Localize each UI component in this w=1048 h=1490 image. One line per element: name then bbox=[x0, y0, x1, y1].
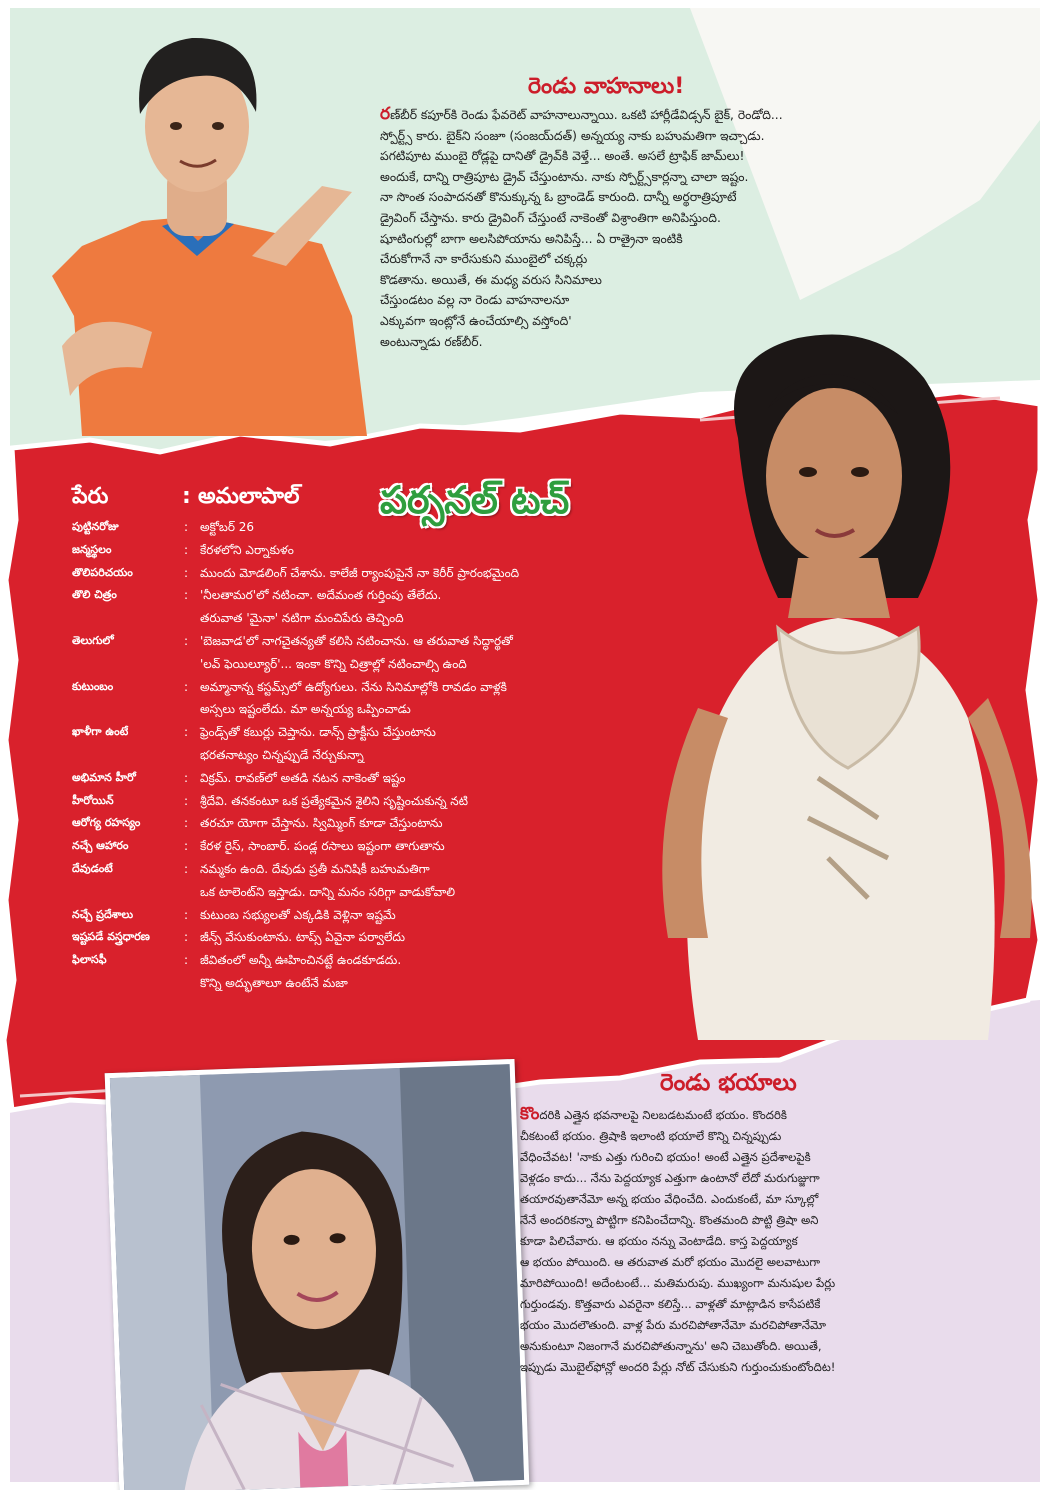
section2-line: అనుకుంటూ నిజంగానే మరచిపోతున్నాను' అని చెబుతోంది. అయితే, bbox=[520, 1339, 822, 1353]
profile-field: పుట్టినరోజు : అక్టోబర్‌ 26 bbox=[72, 520, 255, 534]
section2-line: తయారవుతానేమో అన్న భయం వేధించేది. ఎందుకంటే, మా స్కూల్లో bbox=[520, 1192, 819, 1206]
section1-body bbox=[380, 104, 1020, 352]
section2-dropcap: కొం bbox=[520, 1104, 540, 1124]
section2-line: గుర్తుండవు. కొత్తవారు ఎవరైనా కలిస్తే... వాళ్లతో మాట్లాడిన కాసేపటికే bbox=[520, 1297, 821, 1311]
section2-line: భయం మొదలౌతుంది. వాళ్ల పేరు మరచిపోతానేమో మరచిపోతానేమో bbox=[520, 1318, 826, 1332]
section1-title: రెండు వాహనాలు! bbox=[528, 74, 685, 99]
profile-field: తెలుగులో : 'బెజవాడ'లో నాగచైతన్యతో కలిసి నటించాను. ఆ తరువాత సిద్ధార్థతో 'లవ్‌ ఫెయిల్యూర్‌'... ఇంకా కొన్ని చిత్రాల్లో నటించాల్సి ఉంది bbox=[72, 633, 513, 671]
profile-field: ఖాళీగా ఉంటే : ఫ్రెండ్స్‌తో కబుర్లు చెప్తాను. డాన్స్‌ ప్రాక్టీసు చేస్తుంటాను భరతనాట్యం చిన్నప్పుడే నేర్చుకున్నా bbox=[72, 725, 436, 762]
section2-line: మారిపోయింది! అదేంటంటే... మతిమరుపు. ముఖ్యంగా మనుషుల పేర్లు bbox=[520, 1276, 836, 1290]
section1-line: రణ్‌బీర్‌ కపూర్‌కి రెండు ఫేవరెట్‌ వాహనాలున్నాయి. ఒకటి హార్లీడేవిడ్సన్‌ బైక్‌, రెండోది... bbox=[380, 104, 783, 124]
headline-personal-touch: పర్సనల్‌ టచ్‌ bbox=[380, 478, 570, 522]
section2-line: ఆ భయం పోయింది. ఆ తరువాత మరో భయం మొదలై అలవాటుగా bbox=[520, 1255, 821, 1269]
section1-line: స్పోర్ట్స్‌ కారు. బైక్‌ని సంజూ (సంజయ్‌దత్‌) అన్నయ్య నాకు బహుమతిగా ఇచ్చాడు. bbox=[380, 128, 765, 143]
section2-line: కూడా పిలిచేవారు. ఆ భయం నన్ను వెంటాడేది. కాస్త పెద్దయ్యాక bbox=[520, 1234, 798, 1248]
section2-line: చీకటంటే భయం. త్రిషాకి ఇలాంటి భయాలే కొన్ని చిన్నప్పుడు bbox=[520, 1129, 782, 1143]
section1-line: కొడతాను. అయితే, ఈ మధ్య వరుస సినిమాలు bbox=[380, 272, 602, 287]
section1-line: చేరుకోగానే నా కారేసుకుని ముంబైలో చక్కర్లు bbox=[380, 252, 588, 267]
photo-trisha bbox=[105, 1059, 530, 1490]
section1-line: అందుకే, దాన్ని రాత్రిపూట డ్రైవ్‌ చేస్తుంటాను. నాకు స్పోర్ట్స్‌కార్లన్నా చాలా ఇష్టం. bbox=[380, 169, 749, 184]
section1-line: షూటింగుల్లో బాగా అలసిపోయాను అనిపిస్తే... ఏ రాత్రైనా ఇంటికి bbox=[380, 231, 683, 246]
section1-line: ఎక్కువగా ఇంట్లోనే ఉంచేయాల్సి వస్తోంది' bbox=[380, 313, 572, 328]
section2-title: రెండు భయాలు bbox=[660, 1070, 797, 1096]
profile-panel bbox=[72, 480, 692, 995]
section1-line: డ్రైవింగ్‌ చేస్తాను. కారు డ్రైవింగ్‌ చేస్తుంటే నాకెంతో విశ్రాంతిగా అనిపిస్తుంది. bbox=[380, 210, 721, 225]
profile-field: అభిమాన హీరో : విక్రమ్‌. రావణ్‌లో అతడి నటన నాకెంతో ఇష్టం bbox=[72, 770, 406, 785]
profile-field: ఇష్టపడే వస్త్రధారణ : జీన్స్‌ వేసుకుంటాను. టాప్స్‌ ఏవైనా పర్వాలేదు bbox=[72, 930, 406, 945]
section2-line: నేనే అందరికన్నా పొట్టిగా కనిపించేదాన్ని. కొంతమంది పొట్టి త్రిషా అని bbox=[520, 1213, 819, 1227]
section1-dropcap: ర bbox=[380, 104, 391, 124]
profile-field: ఆరోగ్య రహస్యం : తరచూ యోగా చేస్తాను. స్విమ్మింగ్‌ కూడా చేస్తుంటాను bbox=[72, 816, 443, 831]
profile-field: నచ్చే ప్రదేశాలు : కుటుంబ సభ్యులతో ఎక్కడికి వెళ్లినా ఇష్టమే bbox=[72, 907, 396, 922]
profile-field: ఫిలాసఫీ : జీవితంలో అన్నీ ఊహించినట్టే ఉండకూడదు. కొన్ని అద్భుతాలూ ఉంటేనే మజా bbox=[72, 953, 402, 990]
profile-field: తొలిపరిచయం : ముందు మోడలింగ్‌ చేశాను. కాలేజీ ర్యాంపుపైనే నా కెరీర్‌ ప్రారంభమైంది bbox=[72, 565, 520, 580]
section1-line: అంటున్నాడు రణ్‌బీర్‌. bbox=[380, 334, 483, 349]
profile-name-value: అమలాపాల్‌ bbox=[198, 484, 300, 509]
profile-field: కుటుంబం : అమ్మానాన్న కస్టమ్స్‌లో ఉద్యోగులు. నేను సినిమాల్లోకి రావడం వాళ్లకి అస్సలు ఇష్టంలేదు. మా అన్నయ్య ఒప్పించాడు bbox=[72, 679, 507, 717]
profile-field: నచ్చే ఆహారం : కేరళ రైస్‌, సాంబార్‌. పండ్ల రసాలు ఇష్టంగా తాగుతాను bbox=[72, 839, 445, 854]
section2-body bbox=[520, 1104, 1040, 1378]
profile-field: హీరోయిన్‌ : శ్రీదేవి. తనకంటూ ఒక ప్రత్యేకమైన శైలిని సృష్టించుకున్న నటి bbox=[72, 793, 468, 808]
section2-line: ఇప్పుడు మొబైల్‌ఫోన్లో అందరి పేర్లు నోట్‌ చేసుకుని గుర్తుంచుకుంటోందిట! bbox=[520, 1360, 836, 1374]
photo-ranbir bbox=[22, 16, 374, 436]
profile-name-key: పేరు bbox=[72, 484, 109, 509]
section1-line: నా సొంత సంపాదనతో కొనుక్కున్న ఓ బ్రాండెడ్‌ కారుంది. దాన్నీ అర్థరాత్రిపూటే bbox=[380, 190, 737, 205]
section2-line: వేధించేవట! 'నాకు ఎత్తు గురించి భయం! అంటే ఎత్తైన ప్రదేశాలపైకి bbox=[520, 1150, 811, 1164]
section1-line: పగటిపూట ముంబై రోడ్లపై దానితో డ్రైవ్‌కి వెళ్తే... అంతే. అసలే ట్రాఫిక్‌ జామ్‌లు! bbox=[380, 149, 745, 164]
profile-field: తొలి చిత్రం : 'నీలతామర'లో నటించా. అదేమంత గుర్తింపు తేలేదు. తరువాత 'మైనా' నటిగా మంచిపేరు తెచ్చింది bbox=[72, 588, 442, 626]
profile-colon: : bbox=[182, 484, 191, 509]
profile-field: దేవుడంటే : నమ్మకం ఉంది. దేవుడు ప్రతీ మనిషికీ బహుమతిగా ఒక టాలెంట్‌ని ఇస్తాడు. దాన్ని మనం సరిగ్గా వాడుకోవాలి bbox=[72, 861, 456, 899]
section1-line: చేస్తుండటం వల్ల నా రెండు వాహనాలనూ bbox=[380, 293, 570, 308]
section2-line: వెళ్లడం కాదు... నేను పెద్దయ్యాక ఎత్తుగా ఉంటానో లేదో మరుగుజ్జుగా bbox=[520, 1171, 820, 1185]
profile-field: జన్మస్థలం : కేరళలోని ఎర్నాకుళం bbox=[72, 542, 294, 557]
profile-name-row bbox=[72, 480, 692, 516]
section2-line: కొందరికి ఎత్తైన భవనాలపై నిలబడటమంటే భయం. కొందరికి bbox=[520, 1104, 787, 1124]
